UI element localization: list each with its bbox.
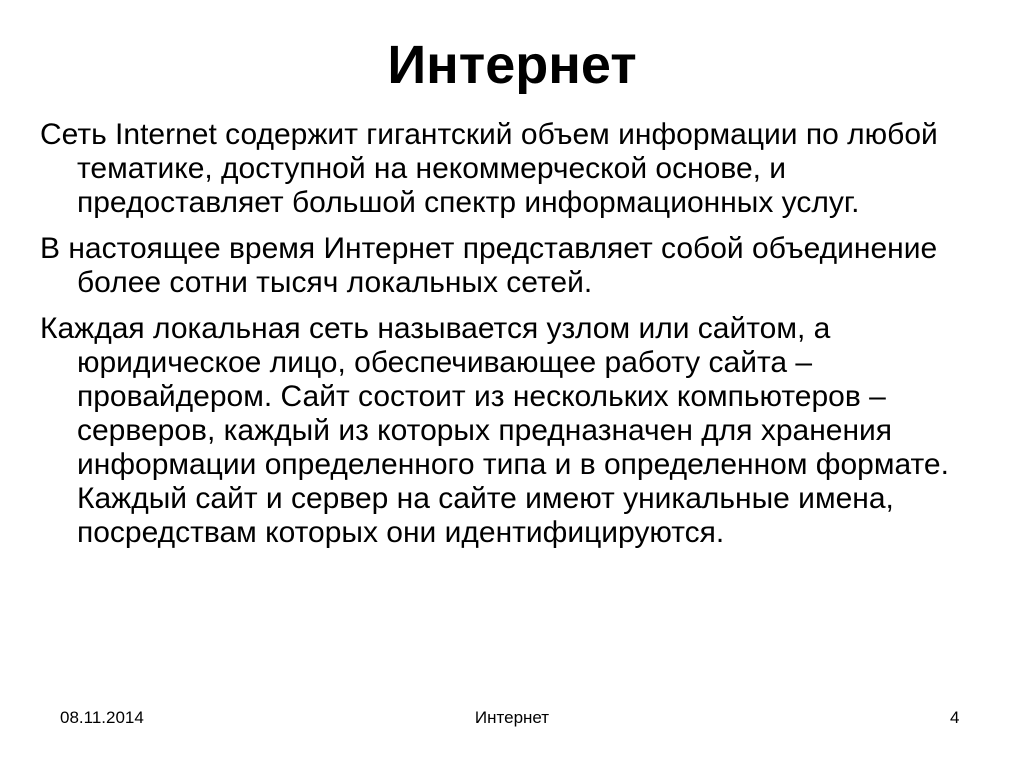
footer-page-number: 4 — [950, 708, 960, 727]
footer-date: 08.11.2014 — [60, 708, 144, 727]
footer-title: Интернет — [474, 708, 550, 727]
slide-title: Интернет — [387, 35, 637, 95]
body-paragraph-sites-servers: Каждая локальная сеть называется узлом или сайтом, а юридическое лицо, обеспечивающее работу сайта – провайдером. Сайт состоит из нескольких компьютеров – серверов, каждый из которых предназначен для хранения информации определенного типа и в определенном формате. Каждый сайт и сервер на сайте имеют уникальные имена, посредствам которых они идентифицируются. — [40, 312, 949, 549]
body-paragraph-internet-info: Сеть Internet содержит гигантский объем информации по любой тематике, доступной на некоммерческой основе, и предоставляет большой спектр информационных услуг. — [40, 118, 938, 219]
slide-body — [40, 118, 1000, 562]
body-paragraph-local-networks: В настоящее время Интернет представляет собой объединение более сотни тысяч локальных сетей. — [40, 232, 938, 299]
